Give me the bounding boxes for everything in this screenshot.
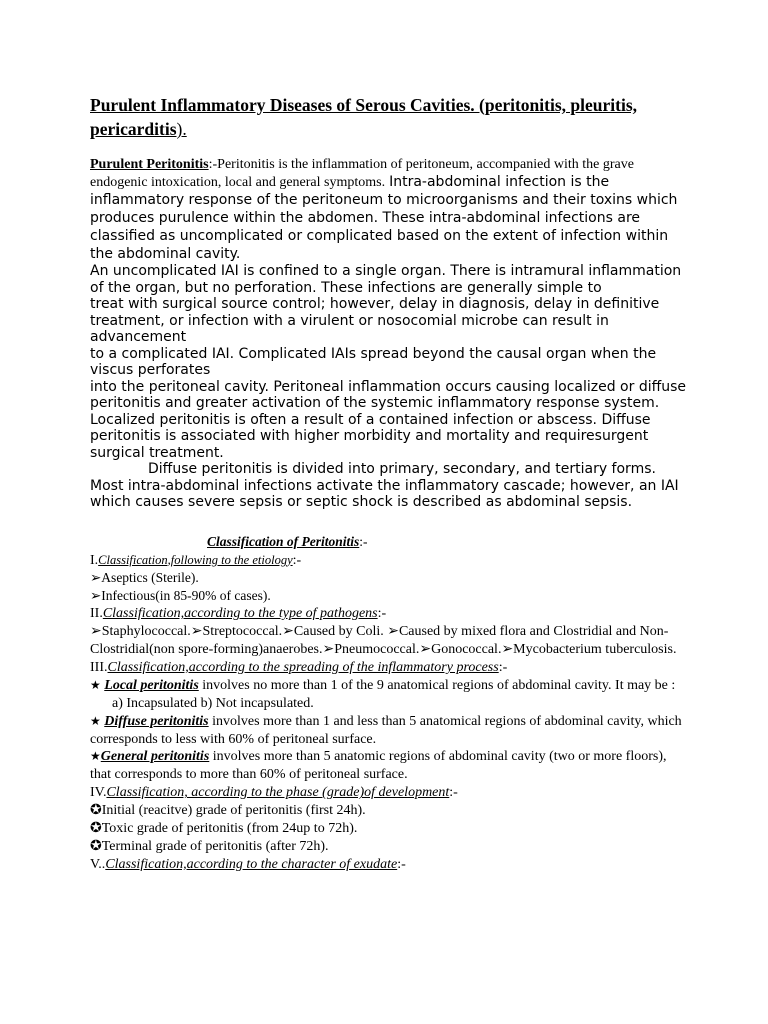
intro-lead-text: :-Peritonitis is the inflammation of peritoneum, accompanied with the grave endogenic intoxication, local and general symptoms. xyxy=(90,157,634,190)
class-iv-item: ✪Initial (reacitve) grade of peritonitis (first 24h). xyxy=(90,803,366,819)
title-tail: ). xyxy=(176,119,187,139)
diffuse-peritonitis: ★ Diffuse peritonitis involves more than 1 and less than 5 anatomical regions of abdominal cavity, which corresponds to less with 60% of peritoneal surface. xyxy=(90,713,682,747)
intro-lead-term: Purulent Peritonitis xyxy=(90,157,209,172)
class-ii-heading: II.Classification,according to the type of pathogens:- xyxy=(90,606,387,622)
intro-line-f: Diffuse peritonitis is divided into primary, secondary, and tertiary forms. Most intra-abdominal infections activate the inflammatory cascade; however, an IAI which causes severe sepsis or septic shock is described as abdominal sepsis. xyxy=(90,461,679,510)
star-icon: ★ xyxy=(90,713,101,728)
intro-line-d: into the peritoneal cavity. Peritoneal inflammation occurs causing localized or diffuse xyxy=(90,378,687,395)
local-subtypes: a) Incapsulated b) Not incapsulated. xyxy=(112,695,314,711)
star-icon: ★ xyxy=(90,677,101,692)
classification-heading: Classification of Peritonitis:- xyxy=(207,533,368,549)
class-ii-text: ➢Staphylococcal.➢Streptococcal.➢Caused by Coli. ➢Caused by mixed flora and Clostridial and Non-Clostridial(non spore-forming)anaerobes.➢Pneumococcal.➢Gonococcal.➢Mycobacterium tuberculosis. xyxy=(90,624,677,658)
class-iv-item: ✪Toxic grade of peritonitis (from 24up to 72h). xyxy=(90,821,358,837)
class-i-item: ➢Infectious(in 85-90% of cases). xyxy=(90,588,271,604)
class-i-item: ➢Aseptics (Sterile). xyxy=(90,570,199,586)
classification-list xyxy=(90,552,690,874)
intro-section xyxy=(90,155,690,511)
class-iv-item: ✪Terminal grade of peritonitis (after 72h). xyxy=(90,839,329,854)
document-title xyxy=(90,93,690,141)
class-iv-heading: IV.Classification, according to the phase (grade)of development:- xyxy=(90,785,458,801)
star-icon: ★ xyxy=(90,749,101,764)
general-peritonitis: ★General peritonitis involves more than 5 anatomic regions of abdominal cavity (two or more floors), that corresponds to more than 60% of peritoneal surface. xyxy=(90,749,667,783)
class-iii-heading: III.Classification,according to the spreading of the inflammatory process:- xyxy=(90,659,508,675)
class-i-heading: I.Classification,following to the etiology:- xyxy=(90,552,302,568)
document-page xyxy=(90,93,690,874)
intro-line-e: peritonitis and greater activation of the systemic inflammatory response system. Localized peritonitis is often a result of a contained infection or abscess. Diffuse peritonitis is associated with higher morbidity and mortality and requiresurgent surgical treatment. xyxy=(90,395,660,461)
intro-line-a: An uncomplicated IAI is confined to a single organ. There is intramural inflammation of the organ, but no perforation. These infections are generally simple to xyxy=(90,263,682,296)
title-main: Purulent Inflammatory Diseases of Serous Cavities. (peritonitis, pleuritis, pericarditis xyxy=(90,95,638,139)
intro-body-1: Intra-abdominal infection is the inflammatory response of the peritoneum to microorganisms and their toxins which produces purulence within the abdomen. These intra-abdominal infections are classified as uncomplicated or complicated based on the extent of infection within the abdominal cavity. xyxy=(90,174,678,262)
local-peritonitis: ★ Local peritonitis involves no more than 1 of the 9 anatomical regions of abdominal cavity. It may be : xyxy=(90,677,676,693)
intro-line-c: to a complicated IAI. Complicated IAIs spread beyond the causal organ when the viscus perforates xyxy=(90,345,657,378)
intro-line-b: treat with surgical source control; however, delay in diagnosis, delay in definitive treatment, or infection with a virulent or nosocomial microbe can result in advancement xyxy=(90,296,660,345)
class-v-heading: V..Classification,according to the character of exudate:- xyxy=(90,856,406,872)
